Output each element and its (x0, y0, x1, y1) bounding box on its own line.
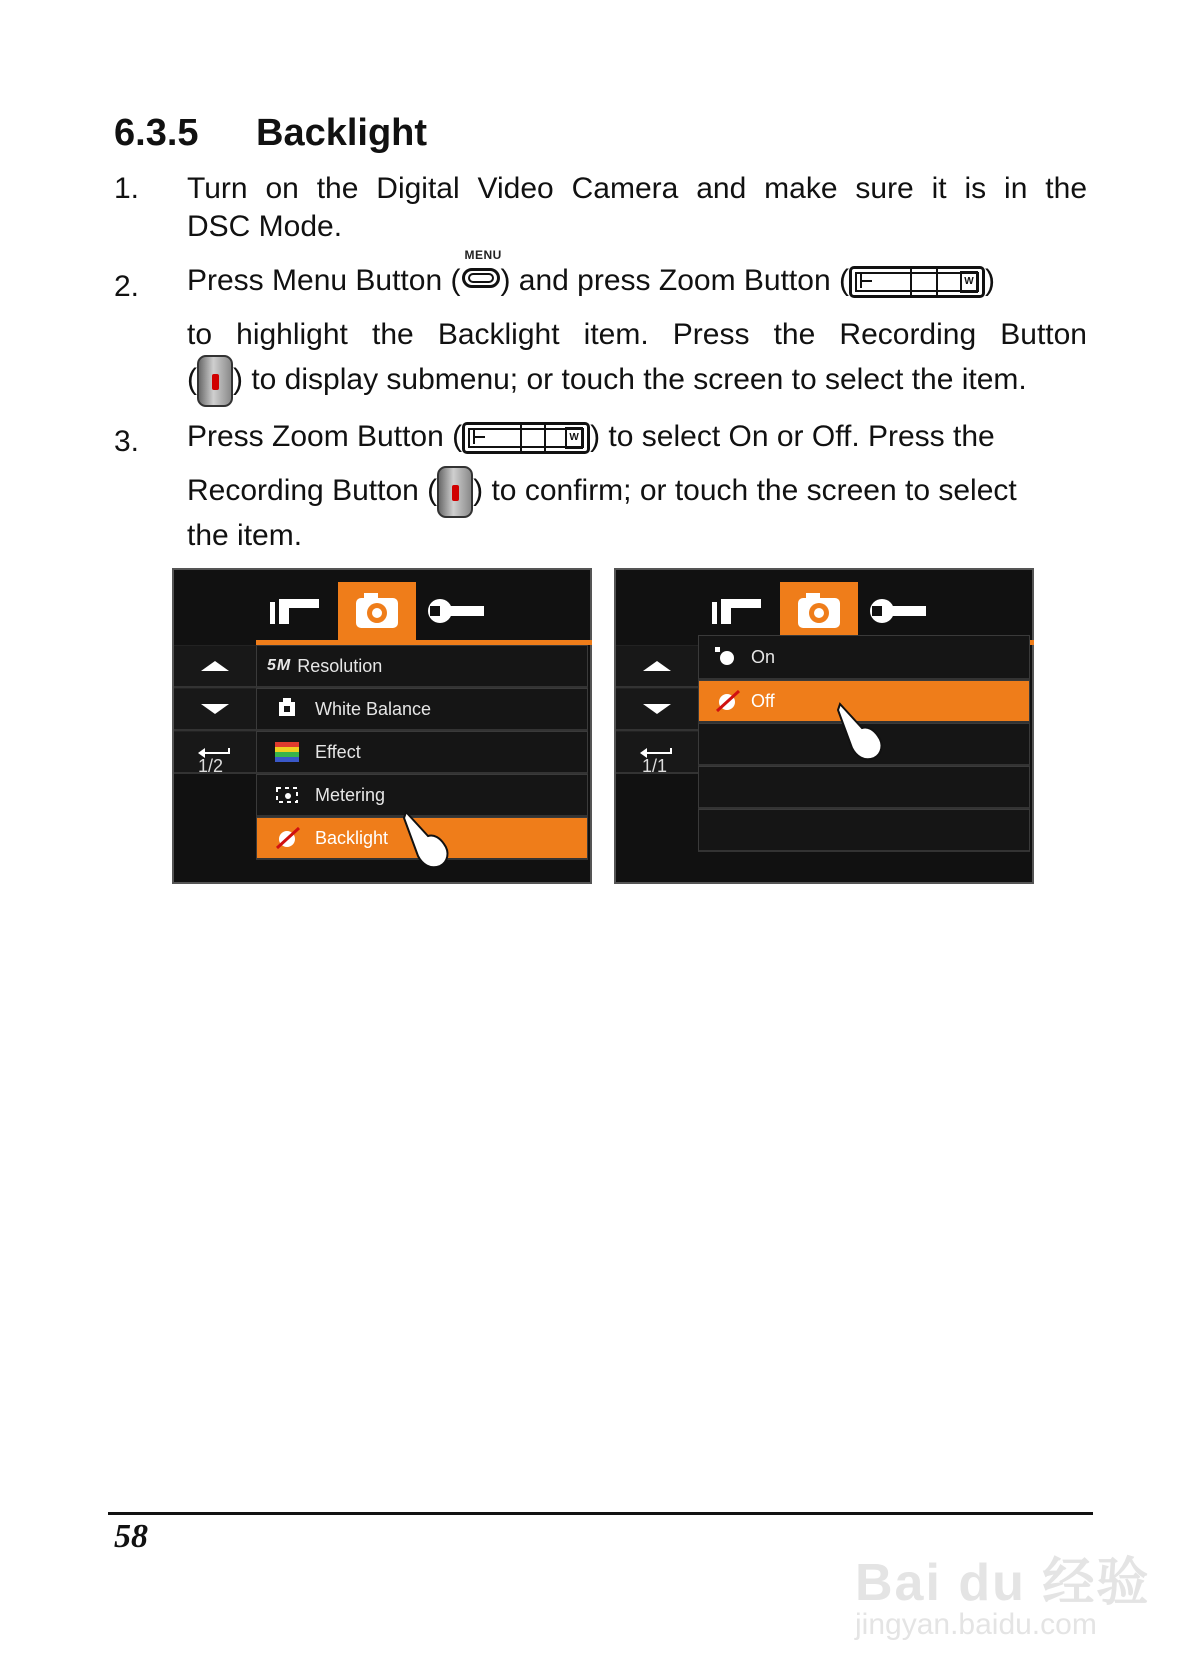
scroll-up-button[interactable] (174, 645, 256, 688)
wrench-icon (862, 582, 940, 640)
step-1-number: 1. (114, 172, 140, 205)
backlight-icon (273, 827, 303, 849)
step-1-line-2: DSC Mode. (187, 210, 343, 243)
nav-column (616, 645, 698, 774)
camera-screen-menu (172, 568, 592, 884)
touch-hand-icon (834, 696, 894, 766)
tab-settings[interactable] (420, 582, 498, 640)
step-3-line-2: Recording Button ( ) to confirm; or touch the screen to select (187, 466, 1017, 518)
menu-item-metering[interactable]: Metering (256, 774, 588, 817)
tab-settings[interactable] (862, 582, 940, 640)
step-2-number: 2. (114, 270, 140, 303)
white-balance-icon (273, 698, 303, 720)
resolution-badge: 5M (267, 657, 292, 674)
camera-icon (338, 582, 416, 640)
tab-camera[interactable] (780, 582, 858, 640)
nav-column (174, 645, 256, 774)
step-2-text-b: ) and press Zoom Button ( (500, 263, 849, 297)
tab-camera[interactable] (338, 582, 416, 640)
step-3-number: 3. (114, 425, 140, 458)
zoom-button-icon: W (849, 266, 985, 298)
empty-row (698, 766, 1030, 809)
step-2-line-3: ( ) to display submenu; or touch the screen to select the item. (187, 355, 1027, 407)
menu-item-resolution[interactable]: 5M Resolution (256, 645, 588, 688)
menu-button-icon: MENU (460, 256, 500, 296)
zoom-button-icon: W (462, 422, 590, 454)
camera-icon (780, 582, 858, 640)
backlight-off-icon (713, 690, 743, 712)
scroll-down-button[interactable] (174, 688, 256, 731)
wrench-icon (420, 582, 498, 640)
menu-tabs (698, 582, 943, 640)
menu-item-effect[interactable]: Effect (256, 731, 588, 774)
step-1-line-1: Turn on the Digital Video Camera and make sure it is in the (187, 172, 1087, 205)
section-heading (114, 112, 427, 155)
record-button-icon (197, 355, 233, 407)
touch-hand-icon (400, 804, 460, 874)
option-off[interactable]: Off (698, 680, 1030, 723)
camera-screen-submenu (614, 568, 1034, 884)
step-2-line-1 (187, 248, 1087, 302)
tab-playback[interactable] (256, 582, 334, 640)
footer-rule (108, 1512, 1093, 1515)
option-on[interactable]: On (698, 635, 1030, 680)
step-2-text-a: Press Menu Button ( (187, 263, 461, 297)
gallery-icon (256, 582, 334, 640)
backlight-on-icon (713, 646, 743, 668)
watermark-brand: Bai du 经验 (855, 1554, 1151, 1612)
menu-tabs (256, 582, 501, 640)
step-2-line-2: to highlight the Backlight item. Press the Recording Button (187, 318, 1087, 351)
record-button-icon (437, 466, 473, 518)
scroll-up-button[interactable] (616, 645, 698, 688)
page-indicator: 1/2 (198, 756, 224, 776)
gallery-icon (698, 582, 776, 640)
page-number: 58 (114, 1518, 148, 1555)
watermark-url: jingyan.baidu.com (855, 1608, 1097, 1641)
scroll-down-button[interactable] (616, 688, 698, 731)
step-2-text-c: ) (984, 263, 995, 297)
menu-item-backlight[interactable]: Backlight (256, 817, 588, 860)
metering-icon (273, 784, 303, 806)
section-title: Backlight (256, 112, 428, 154)
page-indicator: 1/1 (642, 756, 668, 776)
tab-playback[interactable] (698, 582, 776, 640)
step-3-line-1: Press Zoom Button ( W ) to select On or Off. Press the (187, 420, 995, 453)
section-number: 6.3.5 (114, 112, 199, 154)
empty-row (698, 809, 1030, 852)
effect-icon (273, 741, 303, 763)
step-3-line-3: the item. (187, 519, 303, 552)
menu-item-white-balance[interactable]: White Balance (256, 688, 588, 731)
